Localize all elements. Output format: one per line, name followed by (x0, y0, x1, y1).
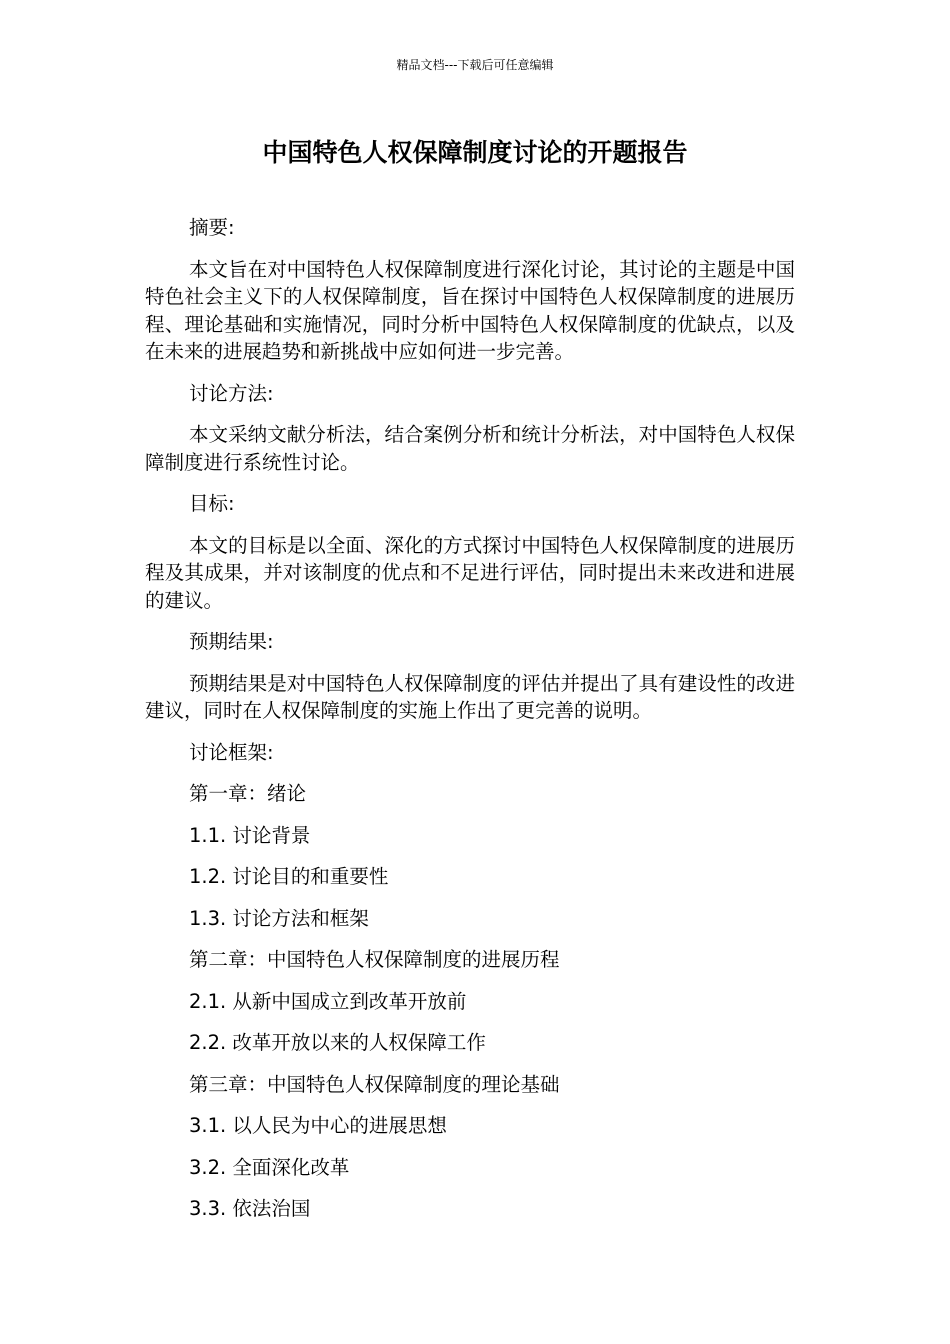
result-paragraph: 预期结果是对中国特色人权保障制度的评估并提出了具有建设性的改进建议，同时在人权保障制度的实施上作出了更完善的说明。 (145, 671, 795, 722)
toc-section-3-1: 3.1. 以人民为中心的进展思想 (189, 1114, 447, 1137)
toc-section-2-1: 2.1. 从新中国成立到改革开放前 (189, 989, 467, 1013)
toc-section-3-3: 3.3. 依法治国 (189, 1197, 311, 1220)
result-label: 预期结果: (189, 630, 274, 653)
toc-chapter-1: 第一章：绪论 (189, 782, 307, 805)
toc-chapter-3: 第三章：中国特色人权保障制度的理论基础 (189, 1072, 560, 1096)
abstract-label: 摘要: (189, 216, 235, 239)
toc-section-1-2: 1.2. 讨论目的和重要性 (189, 865, 389, 888)
abstract-paragraph: 本文旨在对中国特色人权保障制度进行深化讨论，其讨论的主题是中国特色社会主义下的人权保障制度，旨在探讨中国特色人权保障制度的进展历程、理论基础和实施情况，同时分析中国特色人权保障制度的优缺点，以及在未来的进展趋势和新挑战中应如何进一步完善。 (145, 257, 795, 363)
toc-section-2-2: 2.2. 改革开放以来的人权保障工作 (189, 1031, 486, 1054)
toc-section-1-3: 1.3. 讨论方法和框架 (189, 906, 369, 930)
goal-paragraph: 本文的目标是以全面、深化的方式探讨中国特色人权保障制度的进展历程及其成果，并对该制度的优点和不足进行评估，同时提出未来改进和进展的建议。 (145, 533, 795, 612)
toc-section-1-1: 1.1. 讨论背景 (189, 823, 311, 847)
method-label: 讨论方法: (189, 381, 274, 405)
method-paragraph: 本文采纳文献分析法，结合案例分析和统计分析法，对中国特色人权保障制度进行系统性讨论。 (145, 423, 795, 474)
goal-label: 目标: (189, 492, 235, 515)
toc-chapter-2: 第二章：中国特色人权保障制度的进展历程 (189, 948, 560, 971)
document-body (145, 214, 795, 1237)
toc-section-3-2: 3.2. 全面深化改革 (189, 1155, 350, 1179)
page-header: 精品文档---下载后可任意编辑 (396, 58, 554, 72)
document-title: 中国特色人权保障制度讨论的开题报告 (262, 138, 688, 167)
framework-label: 讨论框架: (189, 740, 274, 764)
